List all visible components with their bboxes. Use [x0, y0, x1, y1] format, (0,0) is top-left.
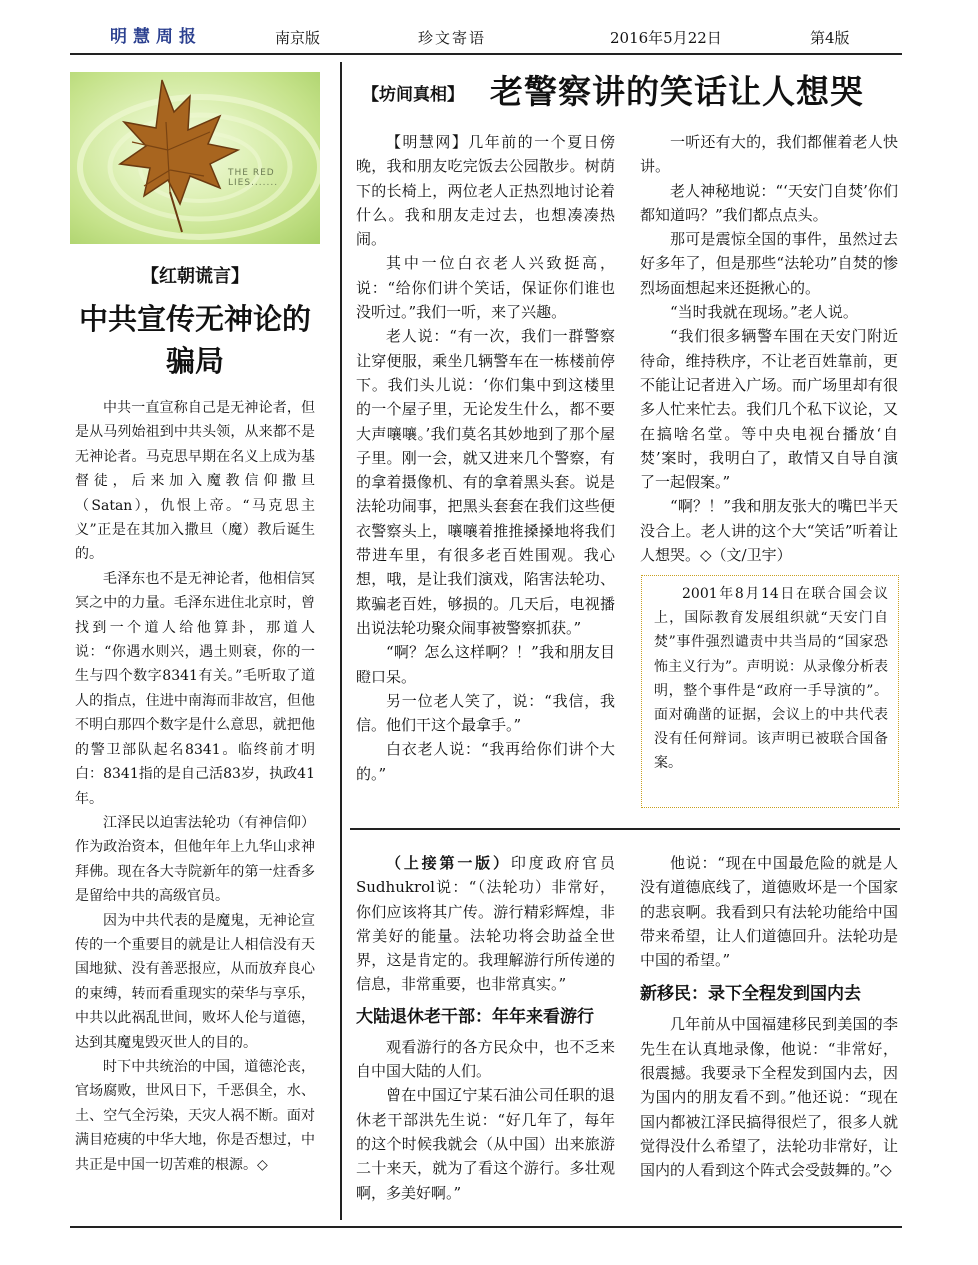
left-paragraph-2: 毛泽东也不是无神论者，他相信冥冥之中的力量。毛泽东进住北京时，曾找到一个道人给他算卦，那道人说：“你遇水则兴，遇土则衰，你的一生与四个数字8341有关。”毛听取了道人的指点，住进中南海而非故宫，但他不明白那四个数字是什么意思，就把他的警卫部队起名8341。临终前才明白：8341指的是自己活83岁，执政41年。	[75, 570, 315, 807]
main-paragraph-2: 其中一位白衣老人兴致挺高，说：“给你们讲个笑话，保证你们谁也没听过。”我们一听，来了兴趣。	[356, 254, 615, 322]
bottom-paragraph-4: 几年前从中国福建移民到美国的李先生在认真地录像，他说：“非常好，很震撼。我要录下全程发到国内去，因为国内的朋友看不到。”他还说：“现在国内都被江泽民搞得很烂了，很多人就觉得没什么希望了，法轮功非常好，让国内的人看到这个阵式会受鼓舞的。”◇	[640, 1015, 898, 1180]
bottom-col1	[356, 851, 615, 1205]
red-lies-leaf-image	[70, 72, 320, 244]
left-paragraph-1: 中共一直宣称自己是无神论者，但是从马列始祖到中共头领，从来都不是无神论者。马克思早期在名义上成为基督徒，后来加入魔教信仰撒旦（Satan），仇恨上帝。“马克思主义”正是在其加入撒旦（魔）教后诞生的。	[75, 400, 315, 563]
page-number: 第4版	[810, 29, 850, 47]
main-title: 老警察讲的笑话让人想哭	[490, 72, 864, 111]
main-paragraph-12: “啊？！”我和朋友张大的嘴巴半天没合上。老人讲的这个大“笑话”听着让人想哭。◇（文/卫宇）	[640, 497, 898, 565]
left-title-line1: 中共宣传无神论的	[78, 302, 311, 336]
maple-leaf-icon	[70, 72, 320, 244]
main-paragraph-4: “啊？怎么这样啊？！”我和朋友目瞪口呆。	[356, 643, 615, 686]
fact-box-text: 2001年8月14日在联合国会议上，国际教育发展组织就“天安门自焚”事件强烈谴责中共当局的“国家恐怖主义行为”。声明说：从录像分析表明，整个事件是“政府一手导演的”。面对确凿的证据，会议上的中共代表没有任何辩词。该声明已被联合国备案。	[654, 586, 888, 772]
continued-paragraph	[356, 851, 615, 997]
left-title-line2: 骗局	[165, 344, 224, 378]
section-label: 珍文寄语	[418, 29, 487, 47]
column-tag: 【红朝谎言】	[141, 266, 249, 287]
left-paragraph-3: 江泽民以迫害法轮功（有神信仰）作为政治资本，但他年年上九华山求神拜佛。现在各大寺院新年的第一炷香多是留给中共的高级官员。	[75, 814, 315, 905]
main-paragraph-5: 另一位老人笑了，说：“我信，我信。他们干这个最拿手。”	[356, 691, 615, 735]
subhead-new-immigrant: 新移民：录下全程发到国内去	[640, 984, 861, 1005]
main-paragraph-6: 白衣老人说：“我再给你们讲个大的。”	[356, 740, 615, 783]
issue-date: 2016年5月22日	[610, 29, 722, 47]
bottom-col2	[640, 851, 898, 1183]
subhead-retired-cadre: 大陆退休老干部：年年来看游行	[356, 1006, 594, 1027]
bottom-paragraph-2: 曾在中国辽宁某石油公司任职的退休老干部洪先生说：“好几年了，每年的这个时候我就会（从中国）出来旅游二十来天，就为了看这个游行。多壮观啊，多美好啊。”	[356, 1086, 615, 1202]
bottom-paragraph-1: 观看游行的各方民众中，也不乏来自中国大陆的人们。	[356, 1037, 615, 1081]
left-paragraph-4: 因为中共代表的是魔鬼，无神论宣传的一个重要目的就是让人相信没有天国地狱、没有善恶报应，从而放弃良心的束缚，转而看重现实的荣华与享乐，中共以此祸乱世间，败坏人伦与道德，达到其魔鬼毁灭世人的目的。	[75, 912, 315, 1051]
main-col1	[356, 130, 615, 786]
main-paragraph-10: “当时我就在现场。”老人说。	[670, 303, 858, 322]
left-article-body	[75, 396, 315, 1177]
header-rule	[70, 53, 902, 55]
main-tag: 【坊间真相】	[362, 85, 464, 105]
main-paragraph-11: “我们很多辆警车围在天安门附近待命，维持秩序，不让老百姓靠前，更不能让记者进入广场。而广场里却有很多人忙来忙去。我们几个私下议论，又在搞啥名堂。等中央电视台播放‘自焚’案时，我明白了，敢情又自导自演了一起假案。”	[640, 327, 898, 492]
image-caption: THE RED LIES.......	[228, 168, 279, 188]
section-rule	[350, 828, 900, 830]
column-separator	[340, 62, 342, 1220]
sidebar-fact-box	[641, 575, 899, 808]
main-paragraph-1: 【明慧网】几年前的一个夏日傍晚，我和朋友吃完饭去公园散步。树荫下的长椅上，两位老人正热烈地讨论着什么。我和朋友走过去，也想凑凑热闹。	[356, 133, 615, 249]
main-paragraph-7: 一听还有大的，我们都催着老人快讲。	[640, 133, 898, 176]
footer-rule	[70, 1226, 902, 1228]
continued-tag: （上接第一版）	[386, 854, 511, 872]
main-paragraph-8: 老人神秘地说：“‘天安门自焚’你们都知道吗？”我们都点点头。	[640, 181, 898, 224]
paper-brand: 明慧周报	[110, 27, 202, 47]
edition-label: 南京版	[275, 29, 321, 47]
main-col2	[640, 130, 898, 567]
left-paragraph-5: 时下中共统治的中国，道德沦丧，官场腐败，世风日下，千恶俱全，水、土、空气全污染，天灾人祸不断。面对满目疮痍的中华大地，你是否想过，中共正是中国一切苦难的根源。◇	[75, 1058, 315, 1173]
main-paragraph-3: 老人说：“有一次，我们一群警察让穿便服，乘坐几辆警车在一栋楼前停下。我们头儿说：‘你们集中到这楼里的一个屋子里，无论发生什么，都不要大声嚷嚷。’我们莫名其妙地到了那个屋子里。刚一会，就又进来几个警察，有的拿着摄像机、有的拿着黑头套。说是法轮功闹事，把黑头套套在我们这些便衣警察头上，嚷嚷着推推搡搡地将我们带进车里，有很多老百姓围观。我心想，哦，是让我们演戏，陷害法轮功、欺骗老百姓，够损的。几天后，电视播出说法轮功聚众闹事被警察抓获。”	[356, 327, 615, 637]
bottom-paragraph-3: 他说：“现在中国最危险的就是人没有道德底线了，道德败坏是一个国家的悲哀啊。我看到只有法轮功能给中国带来希望，让人们道德回升。法轮功是中国的希望。”	[640, 854, 898, 970]
main-paragraph-9: 那可是震惊全国的事件，虽然过去好多年了，但是那些“法轮功”自焚的惨烈场面想起来还挺揪心的。	[640, 230, 898, 297]
continued-text: 印度政府官员Sudhukrol说：“（法轮功）非常好，你们应该将其广传。游行精彩辉煌，非常美好的能量。法轮功将会助益全世界，这是肯定的。我理解游行所传递的信息，非常重要，也非常真实。”	[356, 854, 615, 994]
